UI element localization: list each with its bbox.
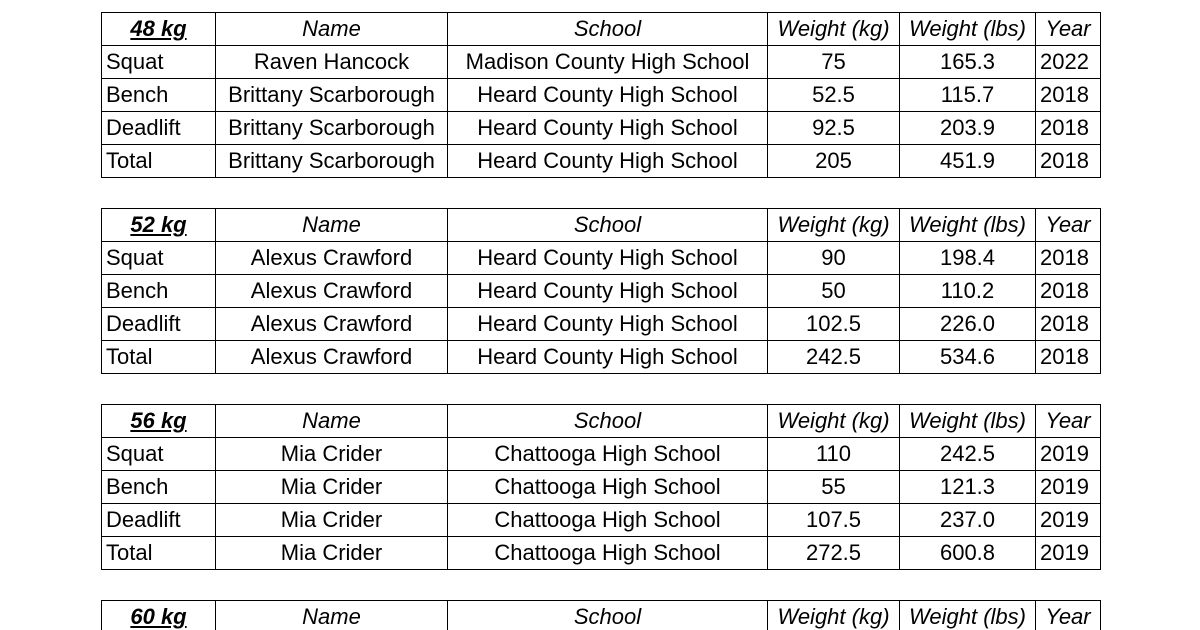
header-weight-lbs: Weight (lbs) [900, 209, 1036, 242]
header-weight-kg: Weight (kg) [768, 209, 900, 242]
lift-cell: Total [102, 341, 216, 374]
header-name: Name [216, 13, 448, 46]
weight-class-label: 52 kg [102, 209, 216, 242]
kg-cell: 110 [768, 438, 900, 471]
header-name: Name [216, 405, 448, 438]
table-header-row [102, 601, 1101, 630]
header-school: School [448, 13, 768, 46]
year-cell: 2018 [1036, 308, 1101, 341]
table-row [102, 242, 1101, 275]
school-cell: Chattooga High School [448, 471, 768, 504]
table-row [102, 112, 1101, 145]
lbs-cell: 198.4 [900, 242, 1036, 275]
year-cell: 2019 [1036, 438, 1101, 471]
header-weight-kg: Weight (kg) [768, 405, 900, 438]
lift-cell: Deadlift [102, 112, 216, 145]
name-cell: Mia Crider [216, 471, 448, 504]
table-row [102, 537, 1101, 570]
header-name: Name [216, 209, 448, 242]
school-cell: Heard County High School [448, 112, 768, 145]
name-cell: Alexus Crawford [216, 275, 448, 308]
lbs-cell: 226.0 [900, 308, 1036, 341]
weight-class-label: 60 kg [102, 601, 216, 630]
weight-class-table-48kg [101, 12, 1101, 178]
lift-cell: Deadlift [102, 308, 216, 341]
name-cell: Alexus Crawford [216, 242, 448, 275]
header-year: Year [1036, 13, 1101, 46]
table-row [102, 275, 1101, 308]
kg-cell: 272.5 [768, 537, 900, 570]
lift-cell: Squat [102, 46, 216, 79]
table-row [102, 471, 1101, 504]
kg-cell: 107.5 [768, 504, 900, 537]
records-document [101, 12, 1100, 630]
kg-cell: 55 [768, 471, 900, 504]
table-row [102, 145, 1101, 178]
year-cell: 2019 [1036, 537, 1101, 570]
school-cell: Heard County High School [448, 145, 768, 178]
table-row [102, 308, 1101, 341]
kg-cell: 102.5 [768, 308, 900, 341]
header-weight-lbs: Weight (lbs) [900, 601, 1036, 630]
lbs-cell: 534.6 [900, 341, 1036, 374]
year-cell: 2018 [1036, 275, 1101, 308]
year-cell: 2018 [1036, 79, 1101, 112]
year-cell: 2018 [1036, 112, 1101, 145]
school-cell: Madison County High School [448, 46, 768, 79]
name-cell: Brittany Scarborough [216, 145, 448, 178]
lift-cell: Squat [102, 438, 216, 471]
header-year: Year [1036, 601, 1101, 630]
lbs-cell: 165.3 [900, 46, 1036, 79]
school-cell: Chattooga High School [448, 504, 768, 537]
table-header-row [102, 209, 1101, 242]
table-row [102, 46, 1101, 79]
lbs-cell: 115.7 [900, 79, 1036, 112]
table-row [102, 438, 1101, 471]
table-row [102, 341, 1101, 374]
header-weight-lbs: Weight (lbs) [900, 405, 1036, 438]
school-cell: Heard County High School [448, 308, 768, 341]
name-cell: Alexus Crawford [216, 308, 448, 341]
lift-cell: Total [102, 145, 216, 178]
header-name: Name [216, 601, 448, 630]
lift-cell: Bench [102, 275, 216, 308]
name-cell: Mia Crider [216, 438, 448, 471]
lift-cell: Total [102, 537, 216, 570]
year-cell: 2022 [1036, 46, 1101, 79]
weight-class-table-52kg [101, 208, 1101, 374]
school-cell: Heard County High School [448, 341, 768, 374]
header-weight-kg: Weight (kg) [768, 601, 900, 630]
lift-cell: Bench [102, 79, 216, 112]
name-cell: Mia Crider [216, 504, 448, 537]
lift-cell: Squat [102, 242, 216, 275]
lbs-cell: 237.0 [900, 504, 1036, 537]
name-cell: Alexus Crawford [216, 341, 448, 374]
table-header-row [102, 13, 1101, 46]
name-cell: Brittany Scarborough [216, 112, 448, 145]
name-cell: Mia Crider [216, 537, 448, 570]
school-cell: Chattooga High School [448, 438, 768, 471]
header-school: School [448, 601, 768, 630]
weight-class-label: 48 kg [102, 13, 216, 46]
lbs-cell: 203.9 [900, 112, 1036, 145]
lift-cell: Deadlift [102, 504, 216, 537]
lbs-cell: 600.8 [900, 537, 1036, 570]
table-header-row [102, 405, 1101, 438]
lbs-cell: 242.5 [900, 438, 1036, 471]
school-cell: Heard County High School [448, 79, 768, 112]
kg-cell: 205 [768, 145, 900, 178]
name-cell: Raven Hancock [216, 46, 448, 79]
kg-cell: 52.5 [768, 79, 900, 112]
school-cell: Heard County High School [448, 242, 768, 275]
weight-class-table-56kg [101, 404, 1101, 570]
weight-class-table-60kg [101, 600, 1101, 630]
school-cell: Chattooga High School [448, 537, 768, 570]
year-cell: 2018 [1036, 242, 1101, 275]
table-row [102, 79, 1101, 112]
year-cell: 2018 [1036, 145, 1101, 178]
header-weight-lbs: Weight (lbs) [900, 13, 1036, 46]
header-year: Year [1036, 405, 1101, 438]
lbs-cell: 110.2 [900, 275, 1036, 308]
lift-cell: Bench [102, 471, 216, 504]
kg-cell: 92.5 [768, 112, 900, 145]
header-year: Year [1036, 209, 1101, 242]
header-school: School [448, 405, 768, 438]
school-cell: Heard County High School [448, 275, 768, 308]
kg-cell: 50 [768, 275, 900, 308]
weight-class-label: 56 kg [102, 405, 216, 438]
table-row [102, 504, 1101, 537]
lbs-cell: 451.9 [900, 145, 1036, 178]
year-cell: 2019 [1036, 504, 1101, 537]
header-school: School [448, 209, 768, 242]
name-cell: Brittany Scarborough [216, 79, 448, 112]
kg-cell: 75 [768, 46, 900, 79]
header-weight-kg: Weight (kg) [768, 13, 900, 46]
kg-cell: 242.5 [768, 341, 900, 374]
year-cell: 2019 [1036, 471, 1101, 504]
year-cell: 2018 [1036, 341, 1101, 374]
lbs-cell: 121.3 [900, 471, 1036, 504]
kg-cell: 90 [768, 242, 900, 275]
